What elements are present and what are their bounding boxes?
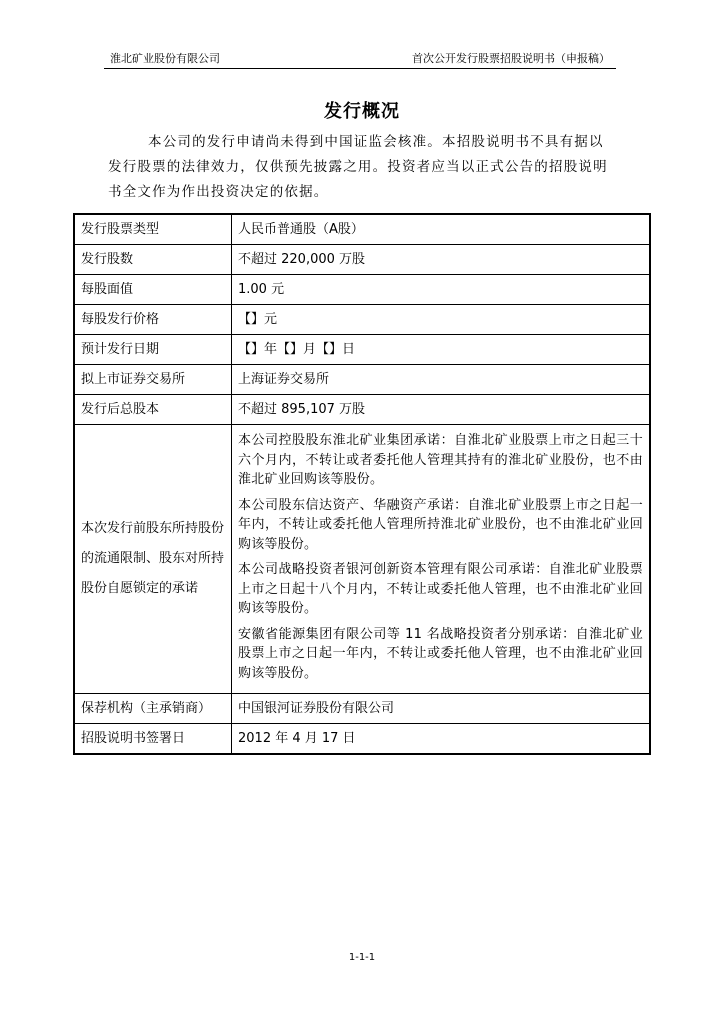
row-label: 发行股票类型 xyxy=(74,214,232,245)
table-row-lockup xyxy=(74,425,650,694)
row-value: 1.00 元 xyxy=(232,275,651,305)
row-value: 不超过 895,107 万股 xyxy=(232,395,651,425)
row-value: 中国银河证券股份有限公司 xyxy=(232,694,651,724)
row-label: 每股发行价格 xyxy=(74,305,232,335)
page-header xyxy=(104,50,616,69)
lockup-label: 本次发行前股东所持股份的流通限制、股东对所持股份自愿锁定的承诺 xyxy=(74,425,232,694)
offering-summary-table xyxy=(73,213,651,755)
header-company: 淮北矿业股份有限公司 xyxy=(110,52,220,65)
row-label: 招股说明书签署日 xyxy=(74,724,232,755)
row-label: 预计发行日期 xyxy=(74,335,232,365)
row-label: 发行后总股本 xyxy=(74,395,232,425)
lockup-paragraph: 本公司战略投资者银河创新资本管理有限公司承诺：自淮北矿业股票上市之日起十八个月内，不转让或委托他人管理，也不由淮北矿业回购该等股份。 xyxy=(238,562,643,616)
row-label: 发行股数 xyxy=(74,245,232,275)
table-row xyxy=(74,395,650,425)
row-value: 不超过 220,000 万股 xyxy=(232,245,651,275)
intro-paragraph: 本公司的发行申请尚未得到中国证监会核准。本招股说明书不具有据以发行股票的法律效力，仅供预先披露之用。投资者应当以正式公告的招股说明书全文作为作出投资决定的依据。 xyxy=(108,134,608,200)
table-row xyxy=(74,724,650,755)
row-label: 每股面值 xyxy=(74,275,232,305)
row-label: 拟上市证券交易所 xyxy=(74,365,232,395)
table-row xyxy=(74,694,650,724)
row-value: 人民币普通股（A股） xyxy=(232,214,651,245)
page-number: 1-1-1 xyxy=(348,952,376,963)
lockup-paragraph: 安徽省能源集团有限公司等 11 名战略投资者分别承诺：自淮北矿业股票上市之日起一年内，不转让或委托他人管理，也不由淮北矿业回购该等股份。 xyxy=(238,626,643,681)
row-value: 【】年【】月【】日 xyxy=(232,335,651,365)
table-row xyxy=(74,245,650,275)
table-row xyxy=(74,275,650,305)
lockup-paragraph: 本公司控股股东淮北矿业集团承诺：自淮北矿业股票上市之日起三十六个月内，不转让或者委托他人管理其持有的淮北矿业股份，也不由淮北矿业回购该等股份。 xyxy=(238,433,643,487)
table-row xyxy=(74,335,650,365)
row-value: 2012 年 4 月 17 日 xyxy=(232,724,651,755)
table-row xyxy=(74,305,650,335)
row-value: 【】元 xyxy=(232,305,651,335)
lockup-commitments xyxy=(232,425,651,694)
page-title: 发行概况 xyxy=(324,101,400,122)
table-row xyxy=(74,214,650,245)
table-row xyxy=(74,365,650,395)
header-doc-title: 首次公开发行股票招股说明书（申报稿） xyxy=(412,52,610,65)
row-label: 保荐机构（主承销商） xyxy=(74,694,232,724)
lockup-paragraph: 本公司股东信达资产、华融资产承诺：自淮北矿业股票上市之日起一年内，不转让或委托他人管理所持淮北矿业股份，也不由淮北矿业回购该等股份。 xyxy=(238,497,643,552)
row-value: 上海证券交易所 xyxy=(232,365,651,395)
